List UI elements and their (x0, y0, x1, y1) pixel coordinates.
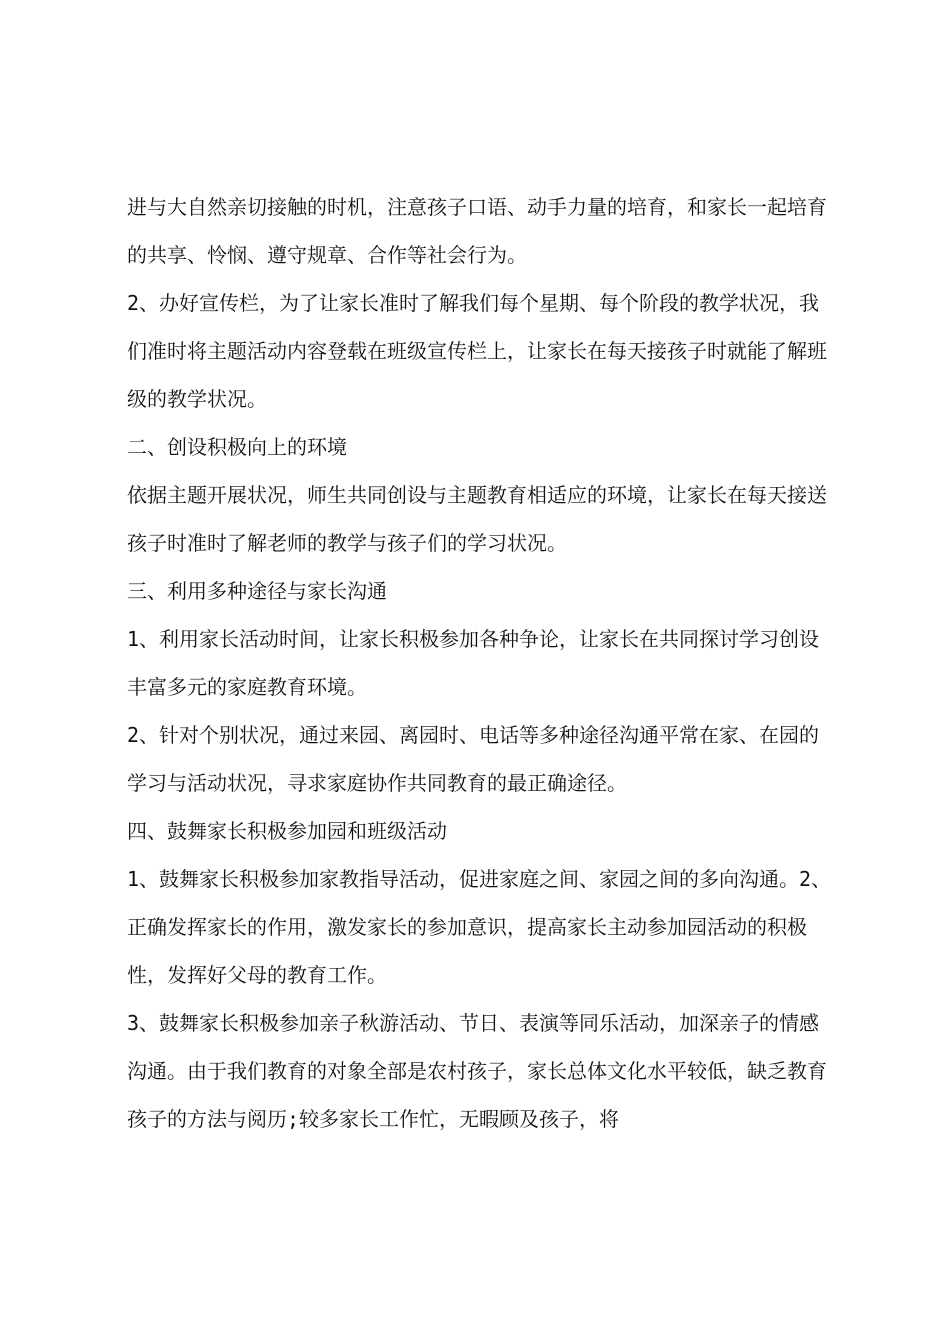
document-body (127, 183, 832, 1143)
heading-section-two: 二、创设积极向上的环境 (127, 435, 347, 459)
heading-section-three: 三、利用多种途径与家长沟通 (127, 579, 387, 603)
paragraph-parent-activity: 1、利用家长活动时间，让家长积极参加各种争论，让家长在共同探讨学习创设丰富多元的家庭教育环境。 (127, 627, 820, 699)
paragraph-bulletin-board: 2、办好宣传栏，为了让家长准时了解我们每个星期、每个阶段的教学状况，我们准时将主题活动内容登载在班级宣传栏上，让家长在每天接孩子时就能了解班级的教学状况。 (127, 291, 827, 411)
heading-section-four: 四、鼓舞家长积极参加园和班级活动 (127, 819, 447, 843)
paragraph-environment: 依据主题开展状况，师生共同创设与主题教育相适应的环境，让家长在每天接送孩子时准时了解老师的教学与孩子们的学习状况。 (127, 483, 827, 555)
paragraph-parent-child-events: 3、鼓舞家长积极参加亲子秋游活动、节日、表演等同乐活动，加深亲子的情感沟通。由于我们教育的对象全部是农村孩子，家长总体文化水平较低，缺乏教育孩子的方法与阅历;较多家长工作忙，无暇顾及孩子，将 (127, 1011, 827, 1131)
paragraph-individual-cases: 2、针对个别状况，通过来园、离园时、电话等多种途径沟通平常在家、在园的学习与活动状况，寻求家庭协作共同教育的最正确途径。 (127, 723, 820, 795)
paragraph-nature-contact: 进与大自然亲切接触的时机，注意孩子口语、动手力量的培育，和家长一起培育的共享、怜悯、遵守规章、合作等社会行为。 (127, 195, 827, 267)
paragraph-guidance-activity: 1、鼓舞家长积极参加家教指导活动，促进家庭之间、家园之间的多向沟通。2、正确发挥家长的作用，激发家长的参加意识，提高家长主动参加园活动的积极性，发挥好父母的教育工作。 (127, 867, 832, 987)
